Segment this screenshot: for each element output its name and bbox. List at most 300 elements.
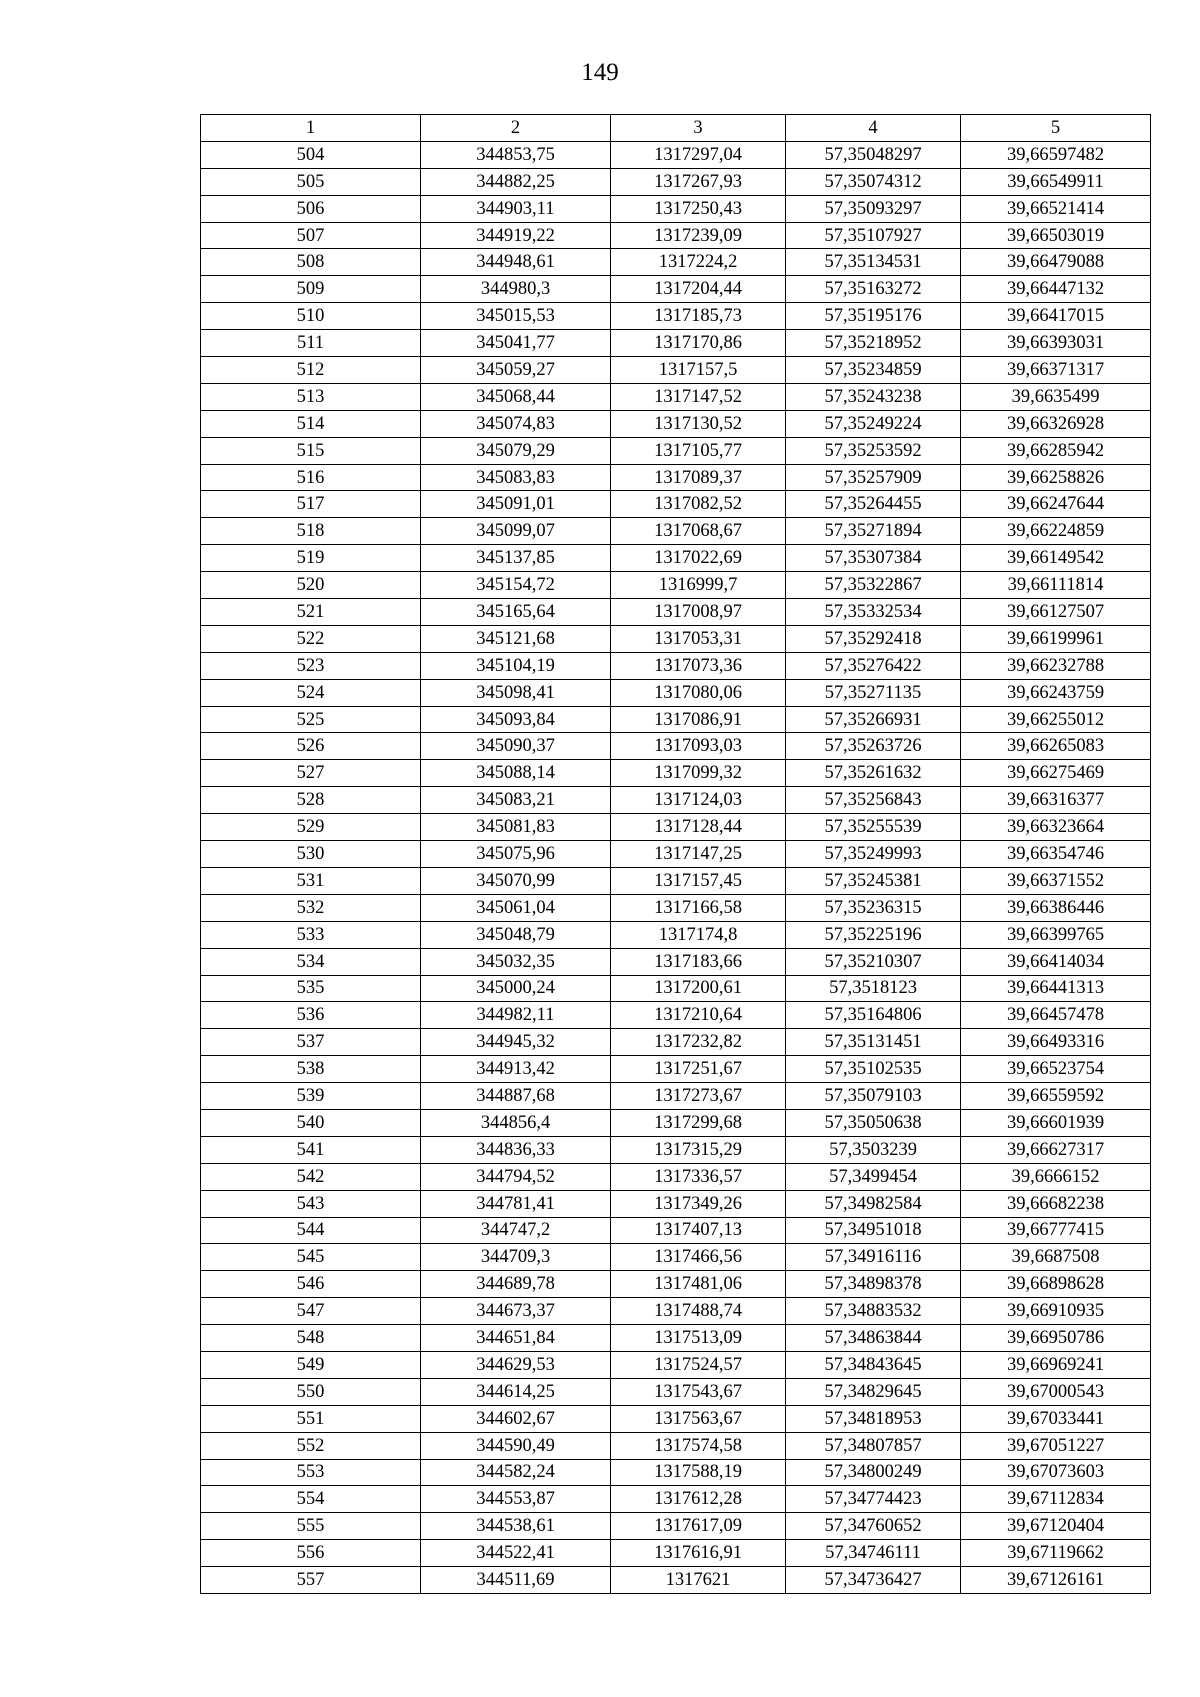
y-coordinate-cell: 1317563,67 (611, 1405, 786, 1432)
x-coordinate-cell: 345154,72 (421, 572, 611, 599)
latitude-cell: 57,34916116 (786, 1244, 961, 1271)
x-coordinate-cell: 344853,75 (421, 141, 611, 168)
y-coordinate-cell: 1317224,2 (611, 249, 786, 276)
table-row (201, 1513, 1151, 1540)
latitude-cell: 57,35210307 (786, 948, 961, 975)
y-coordinate-cell: 1317621 (611, 1567, 786, 1594)
latitude-cell: 57,35225196 (786, 921, 961, 948)
longitude-cell: 39,67112834 (961, 1486, 1151, 1513)
latitude-cell: 57,35048297 (786, 141, 961, 168)
table-row (201, 948, 1151, 975)
table-row (201, 141, 1151, 168)
table-header-row (201, 115, 1151, 142)
longitude-cell: 39,66323664 (961, 814, 1151, 841)
table-row (201, 491, 1151, 518)
y-coordinate-cell: 1317349,26 (611, 1190, 786, 1217)
x-coordinate-cell: 345093,84 (421, 706, 611, 733)
longitude-cell: 39,66682238 (961, 1190, 1151, 1217)
latitude-cell: 57,34863844 (786, 1325, 961, 1352)
longitude-cell: 39,66265083 (961, 733, 1151, 760)
x-coordinate-cell: 345000,24 (421, 975, 611, 1002)
point-number-cell: 506 (201, 195, 421, 222)
table-row (201, 1459, 1151, 1486)
point-number-cell: 554 (201, 1486, 421, 1513)
point-number-cell: 530 (201, 841, 421, 868)
x-coordinate-cell: 345041,77 (421, 330, 611, 357)
x-coordinate-cell: 345081,83 (421, 814, 611, 841)
point-number-cell: 539 (201, 1083, 421, 1110)
longitude-cell: 39,67000543 (961, 1378, 1151, 1405)
point-number-cell: 526 (201, 733, 421, 760)
point-number-cell: 553 (201, 1459, 421, 1486)
latitude-cell: 57,34807857 (786, 1432, 961, 1459)
table-row (201, 975, 1151, 1002)
y-coordinate-cell: 1317022,69 (611, 545, 786, 572)
longitude-cell: 39,66559592 (961, 1083, 1151, 1110)
x-coordinate-cell: 344794,52 (421, 1163, 611, 1190)
latitude-cell: 57,35307384 (786, 545, 961, 572)
y-coordinate-cell: 1317239,09 (611, 222, 786, 249)
longitude-cell: 39,67126161 (961, 1567, 1151, 1594)
column-header: 4 (786, 115, 961, 142)
table-row (201, 760, 1151, 787)
x-coordinate-cell: 344747,2 (421, 1217, 611, 1244)
y-coordinate-cell: 1317068,67 (611, 518, 786, 545)
column-header: 3 (611, 115, 786, 142)
y-coordinate-cell: 1317073,36 (611, 652, 786, 679)
x-coordinate-cell: 344980,3 (421, 276, 611, 303)
x-coordinate-cell: 345075,96 (421, 841, 611, 868)
point-number-cell: 551 (201, 1405, 421, 1432)
longitude-cell: 39,67119662 (961, 1540, 1151, 1567)
point-number-cell: 543 (201, 1190, 421, 1217)
latitude-cell: 57,35245381 (786, 867, 961, 894)
latitude-cell: 57,35249224 (786, 410, 961, 437)
table-row (201, 1002, 1151, 1029)
y-coordinate-cell: 1317524,57 (611, 1351, 786, 1378)
longitude-cell: 39,66386446 (961, 894, 1151, 921)
latitude-cell: 57,35256843 (786, 787, 961, 814)
latitude-cell: 57,35074312 (786, 168, 961, 195)
latitude-cell: 57,35079103 (786, 1083, 961, 1110)
latitude-cell: 57,35134531 (786, 249, 961, 276)
latitude-cell: 57,35271894 (786, 518, 961, 545)
point-number-cell: 517 (201, 491, 421, 518)
longitude-cell: 39,66457478 (961, 1002, 1151, 1029)
latitude-cell: 57,35261632 (786, 760, 961, 787)
point-number-cell: 521 (201, 599, 421, 626)
table-row (201, 894, 1151, 921)
latitude-cell: 57,35107927 (786, 222, 961, 249)
longitude-cell: 39,6635499 (961, 383, 1151, 410)
latitude-cell: 57,35131451 (786, 1029, 961, 1056)
latitude-cell: 57,35257909 (786, 464, 961, 491)
latitude-cell: 57,35163272 (786, 276, 961, 303)
y-coordinate-cell: 1317157,45 (611, 867, 786, 894)
table-row (201, 1109, 1151, 1136)
point-number-cell: 518 (201, 518, 421, 545)
table-row (201, 222, 1151, 249)
longitude-cell: 39,67073603 (961, 1459, 1151, 1486)
x-coordinate-cell: 345068,44 (421, 383, 611, 410)
y-coordinate-cell: 1317543,67 (611, 1378, 786, 1405)
point-number-cell: 534 (201, 948, 421, 975)
latitude-cell: 57,35093297 (786, 195, 961, 222)
longitude-cell: 39,66493316 (961, 1029, 1151, 1056)
x-coordinate-cell: 344836,33 (421, 1136, 611, 1163)
y-coordinate-cell: 1317232,82 (611, 1029, 786, 1056)
latitude-cell: 57,3499454 (786, 1163, 961, 1190)
point-number-cell: 555 (201, 1513, 421, 1540)
y-coordinate-cell: 1317080,06 (611, 679, 786, 706)
point-number-cell: 519 (201, 545, 421, 572)
x-coordinate-cell: 345104,19 (421, 652, 611, 679)
y-coordinate-cell: 1317200,61 (611, 975, 786, 1002)
point-number-cell: 529 (201, 814, 421, 841)
point-number-cell: 531 (201, 867, 421, 894)
longitude-cell: 39,66199961 (961, 625, 1151, 652)
table-row (201, 921, 1151, 948)
longitude-cell: 39,67120404 (961, 1513, 1151, 1540)
page-number: 149 (581, 59, 619, 86)
x-coordinate-cell: 345015,53 (421, 303, 611, 330)
point-number-cell: 524 (201, 679, 421, 706)
latitude-cell: 57,34736427 (786, 1567, 961, 1594)
y-coordinate-cell: 1317174,8 (611, 921, 786, 948)
y-coordinate-cell: 1317574,58 (611, 1432, 786, 1459)
longitude-cell: 39,66127507 (961, 599, 1151, 626)
table-row (201, 1486, 1151, 1513)
y-coordinate-cell: 1317513,09 (611, 1325, 786, 1352)
x-coordinate-cell: 345048,79 (421, 921, 611, 948)
x-coordinate-cell: 344689,78 (421, 1271, 611, 1298)
table-row (201, 330, 1151, 357)
point-number-cell: 525 (201, 706, 421, 733)
x-coordinate-cell: 345121,68 (421, 625, 611, 652)
latitude-cell: 57,35263726 (786, 733, 961, 760)
point-number-cell: 505 (201, 168, 421, 195)
y-coordinate-cell: 1317147,25 (611, 841, 786, 868)
x-coordinate-cell: 344887,68 (421, 1083, 611, 1110)
longitude-cell: 39,66232788 (961, 652, 1151, 679)
latitude-cell: 57,34982584 (786, 1190, 961, 1217)
y-coordinate-cell: 1317093,03 (611, 733, 786, 760)
point-number-cell: 533 (201, 921, 421, 948)
x-coordinate-cell: 344673,37 (421, 1298, 611, 1325)
latitude-cell: 57,35236315 (786, 894, 961, 921)
table-body (201, 141, 1151, 1593)
point-number-cell: 520 (201, 572, 421, 599)
table-row (201, 545, 1151, 572)
point-number-cell: 547 (201, 1298, 421, 1325)
table-row (201, 249, 1151, 276)
latitude-cell: 57,35322867 (786, 572, 961, 599)
longitude-cell: 39,66777415 (961, 1217, 1151, 1244)
point-number-cell: 528 (201, 787, 421, 814)
point-number-cell: 523 (201, 652, 421, 679)
x-coordinate-cell: 344602,67 (421, 1405, 611, 1432)
y-coordinate-cell: 1317170,86 (611, 330, 786, 357)
x-coordinate-cell: 344945,32 (421, 1029, 611, 1056)
x-coordinate-cell: 344903,11 (421, 195, 611, 222)
point-number-cell: 537 (201, 1029, 421, 1056)
latitude-cell: 57,35243238 (786, 383, 961, 410)
table-row (201, 787, 1151, 814)
point-number-cell: 548 (201, 1325, 421, 1352)
x-coordinate-cell: 345079,29 (421, 437, 611, 464)
longitude-cell: 39,66243759 (961, 679, 1151, 706)
x-coordinate-cell: 344553,87 (421, 1486, 611, 1513)
latitude-cell: 57,34951018 (786, 1217, 961, 1244)
table-row (201, 383, 1151, 410)
longitude-cell: 39,66316377 (961, 787, 1151, 814)
y-coordinate-cell: 1317315,29 (611, 1136, 786, 1163)
longitude-cell: 39,66523754 (961, 1056, 1151, 1083)
y-coordinate-cell: 1317185,73 (611, 303, 786, 330)
point-number-cell: 552 (201, 1432, 421, 1459)
point-number-cell: 536 (201, 1002, 421, 1029)
table-row (201, 1567, 1151, 1594)
longitude-cell: 39,66950786 (961, 1325, 1151, 1352)
y-coordinate-cell: 1317336,57 (611, 1163, 786, 1190)
column-header: 2 (421, 115, 611, 142)
table-row (201, 599, 1151, 626)
longitude-cell: 39,6666152 (961, 1163, 1151, 1190)
x-coordinate-cell: 344919,22 (421, 222, 611, 249)
longitude-cell: 39,67051227 (961, 1432, 1151, 1459)
table-row (201, 572, 1151, 599)
x-coordinate-cell: 345137,85 (421, 545, 611, 572)
y-coordinate-cell: 1317130,52 (611, 410, 786, 437)
point-number-cell: 516 (201, 464, 421, 491)
x-coordinate-cell: 344522,41 (421, 1540, 611, 1567)
y-coordinate-cell: 1317299,68 (611, 1109, 786, 1136)
longitude-cell: 39,66447132 (961, 276, 1151, 303)
longitude-cell: 39,66441313 (961, 975, 1151, 1002)
table-row (201, 1056, 1151, 1083)
latitude-cell: 57,35255539 (786, 814, 961, 841)
y-coordinate-cell: 1317008,97 (611, 599, 786, 626)
longitude-cell: 39,66326928 (961, 410, 1151, 437)
latitude-cell: 57,35218952 (786, 330, 961, 357)
coordinates-table (200, 114, 1151, 1594)
longitude-cell: 39,66414034 (961, 948, 1151, 975)
y-coordinate-cell: 1317089,37 (611, 464, 786, 491)
point-number-cell: 538 (201, 1056, 421, 1083)
point-number-cell: 549 (201, 1351, 421, 1378)
x-coordinate-cell: 344709,3 (421, 1244, 611, 1271)
y-coordinate-cell: 1316999,7 (611, 572, 786, 599)
longitude-cell: 39,66910935 (961, 1298, 1151, 1325)
x-coordinate-cell: 344948,61 (421, 249, 611, 276)
table-row (201, 706, 1151, 733)
longitude-cell: 39,66601939 (961, 1109, 1151, 1136)
y-coordinate-cell: 1317128,44 (611, 814, 786, 841)
y-coordinate-cell: 1317086,91 (611, 706, 786, 733)
latitude-cell: 57,34760652 (786, 1513, 961, 1540)
table-row (201, 518, 1151, 545)
x-coordinate-cell: 345059,27 (421, 357, 611, 384)
x-coordinate-cell: 345083,83 (421, 464, 611, 491)
table-row (201, 1432, 1151, 1459)
longitude-cell: 39,66371552 (961, 867, 1151, 894)
y-coordinate-cell: 1317267,93 (611, 168, 786, 195)
table-row (201, 1190, 1151, 1217)
latitude-cell: 57,35050638 (786, 1109, 961, 1136)
point-number-cell: 509 (201, 276, 421, 303)
y-coordinate-cell: 1317617,09 (611, 1513, 786, 1540)
point-number-cell: 510 (201, 303, 421, 330)
x-coordinate-cell: 344614,25 (421, 1378, 611, 1405)
point-number-cell: 507 (201, 222, 421, 249)
longitude-cell: 39,66354746 (961, 841, 1151, 868)
table-row (201, 1540, 1151, 1567)
longitude-cell: 39,66371317 (961, 357, 1151, 384)
y-coordinate-cell: 1317082,52 (611, 491, 786, 518)
y-coordinate-cell: 1317588,19 (611, 1459, 786, 1486)
table-row (201, 1083, 1151, 1110)
table-row (201, 1029, 1151, 1056)
point-number-cell: 542 (201, 1163, 421, 1190)
x-coordinate-cell: 345074,83 (421, 410, 611, 437)
table-row (201, 1378, 1151, 1405)
longitude-cell: 39,66399765 (961, 921, 1151, 948)
y-coordinate-cell: 1317099,32 (611, 760, 786, 787)
longitude-cell: 39,66255012 (961, 706, 1151, 733)
longitude-cell: 39,66258826 (961, 464, 1151, 491)
table-row (201, 625, 1151, 652)
y-coordinate-cell: 1317124,03 (611, 787, 786, 814)
table-row (201, 410, 1151, 437)
latitude-cell: 57,35164806 (786, 1002, 961, 1029)
longitude-cell: 39,66627317 (961, 1136, 1151, 1163)
longitude-cell: 39,67033441 (961, 1405, 1151, 1432)
table-row (201, 733, 1151, 760)
x-coordinate-cell: 345088,14 (421, 760, 611, 787)
x-coordinate-cell: 345099,07 (421, 518, 611, 545)
y-coordinate-cell: 1317466,56 (611, 1244, 786, 1271)
y-coordinate-cell: 1317488,74 (611, 1298, 786, 1325)
y-coordinate-cell: 1317407,13 (611, 1217, 786, 1244)
longitude-cell: 39,66393031 (961, 330, 1151, 357)
latitude-cell: 57,3503239 (786, 1136, 961, 1163)
latitude-cell: 57,34818953 (786, 1405, 961, 1432)
longitude-cell: 39,66898628 (961, 1271, 1151, 1298)
x-coordinate-cell: 344781,41 (421, 1190, 611, 1217)
point-number-cell: 511 (201, 330, 421, 357)
x-coordinate-cell: 344982,11 (421, 1002, 611, 1029)
point-number-cell: 504 (201, 141, 421, 168)
longitude-cell: 39,66285942 (961, 437, 1151, 464)
latitude-cell: 57,35195176 (786, 303, 961, 330)
table-row (201, 168, 1151, 195)
table-row (201, 1271, 1151, 1298)
table-row (201, 276, 1151, 303)
x-coordinate-cell: 344651,84 (421, 1325, 611, 1352)
y-coordinate-cell: 1317204,44 (611, 276, 786, 303)
y-coordinate-cell: 1317250,43 (611, 195, 786, 222)
point-number-cell: 514 (201, 410, 421, 437)
latitude-cell: 57,35271135 (786, 679, 961, 706)
table-row (201, 1163, 1151, 1190)
longitude-cell: 39,6687508 (961, 1244, 1151, 1271)
point-number-cell: 546 (201, 1271, 421, 1298)
x-coordinate-cell: 344913,42 (421, 1056, 611, 1083)
point-number-cell: 544 (201, 1217, 421, 1244)
latitude-cell: 57,34829645 (786, 1378, 961, 1405)
point-number-cell: 535 (201, 975, 421, 1002)
longitude-cell: 39,66417015 (961, 303, 1151, 330)
latitude-cell: 57,35234859 (786, 357, 961, 384)
longitude-cell: 39,66969241 (961, 1351, 1151, 1378)
longitude-cell: 39,66149542 (961, 545, 1151, 572)
table-row (201, 867, 1151, 894)
longitude-cell: 39,66521414 (961, 195, 1151, 222)
x-coordinate-cell: 344590,49 (421, 1432, 611, 1459)
latitude-cell: 57,35249993 (786, 841, 961, 868)
latitude-cell: 57,35276422 (786, 652, 961, 679)
point-number-cell: 508 (201, 249, 421, 276)
table-row (201, 1405, 1151, 1432)
y-coordinate-cell: 1317251,67 (611, 1056, 786, 1083)
table-row (201, 1136, 1151, 1163)
x-coordinate-cell: 345165,64 (421, 599, 611, 626)
table-row (201, 1325, 1151, 1352)
y-coordinate-cell: 1317147,52 (611, 383, 786, 410)
table-row (201, 814, 1151, 841)
latitude-cell: 57,34774423 (786, 1486, 961, 1513)
x-coordinate-cell: 345091,01 (421, 491, 611, 518)
x-coordinate-cell: 344511,69 (421, 1567, 611, 1594)
table-row (201, 357, 1151, 384)
latitude-cell: 57,35332534 (786, 599, 961, 626)
y-coordinate-cell: 1317297,04 (611, 141, 786, 168)
x-coordinate-cell: 344538,61 (421, 1513, 611, 1540)
x-coordinate-cell: 344882,25 (421, 168, 611, 195)
y-coordinate-cell: 1317481,06 (611, 1271, 786, 1298)
latitude-cell: 57,35266931 (786, 706, 961, 733)
latitude-cell: 57,34898378 (786, 1271, 961, 1298)
longitude-cell: 39,66247644 (961, 491, 1151, 518)
latitude-cell: 57,35102535 (786, 1056, 961, 1083)
y-coordinate-cell: 1317183,66 (611, 948, 786, 975)
point-number-cell: 545 (201, 1244, 421, 1271)
x-coordinate-cell: 345090,37 (421, 733, 611, 760)
y-coordinate-cell: 1317105,77 (611, 437, 786, 464)
point-number-cell: 557 (201, 1567, 421, 1594)
latitude-cell: 57,34800249 (786, 1459, 961, 1486)
y-coordinate-cell: 1317166,58 (611, 894, 786, 921)
point-number-cell: 532 (201, 894, 421, 921)
longitude-cell: 39,66224859 (961, 518, 1151, 545)
point-number-cell: 541 (201, 1136, 421, 1163)
point-number-cell: 550 (201, 1378, 421, 1405)
y-coordinate-cell: 1317612,28 (611, 1486, 786, 1513)
latitude-cell: 57,34883532 (786, 1298, 961, 1325)
point-number-cell: 540 (201, 1109, 421, 1136)
point-number-cell: 522 (201, 625, 421, 652)
longitude-cell: 39,66597482 (961, 141, 1151, 168)
table-row (201, 1217, 1151, 1244)
x-coordinate-cell: 344582,24 (421, 1459, 611, 1486)
column-header: 1 (201, 115, 421, 142)
table-row (201, 1298, 1151, 1325)
x-coordinate-cell: 345061,04 (421, 894, 611, 921)
x-coordinate-cell: 344629,53 (421, 1351, 611, 1378)
table-row (201, 679, 1151, 706)
longitude-cell: 39,66275469 (961, 760, 1151, 787)
latitude-cell: 57,34746111 (786, 1540, 961, 1567)
